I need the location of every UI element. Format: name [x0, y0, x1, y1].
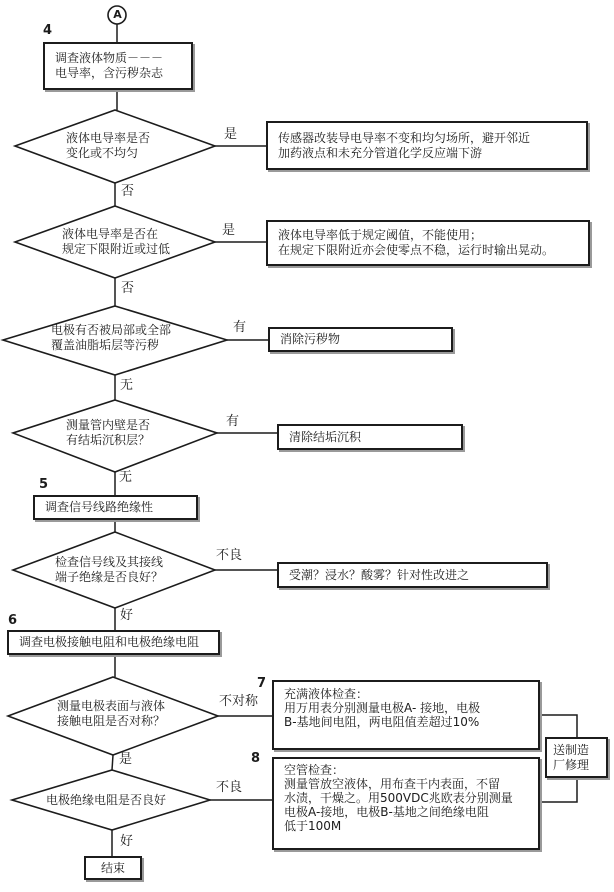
- decision2-text: 液体电导率是否在 规定下限附近或过低: [62, 227, 171, 256]
- end-box: 结束: [84, 856, 142, 880]
- decision7-bad-label: 不良: [216, 780, 243, 795]
- decision7-ok-label: 好: [120, 834, 134, 849]
- decision4-no-label: 无: [119, 470, 133, 485]
- action-box-full-liquid-check: 充满液体检查： 用万用表分别测量电极A- 接地，电极 B-基地间电阻，两电阻值差超过10%: [272, 680, 540, 750]
- decision6-ok-label: 是: [119, 752, 133, 767]
- decision1-no-label: 否: [121, 184, 135, 199]
- process-box-investigate-liquid: 调查液体物质－－－ 电导率，含污秽杂志: [43, 42, 193, 90]
- decision5-bad-label: 不良: [216, 548, 243, 563]
- connector-a-label: A: [113, 8, 122, 21]
- decision2-no-label: 否: [121, 281, 135, 296]
- action-box-remove-scale: 清除结垢沉积: [277, 424, 463, 450]
- decision5-ok-label: 好: [120, 608, 134, 623]
- step6-number: 6: [8, 613, 18, 628]
- action-box-remove-dirt: 消除污秽物: [268, 327, 453, 352]
- decision7-text: 电极绝缘电阻是否良好: [46, 793, 167, 807]
- action7-number: 7: [257, 676, 267, 691]
- action-box-send-to-factory: 送制造 厂修理: [545, 737, 608, 778]
- process-box-check-electrode-resistance: 调查电极接触电阻和电极绝缘电阻: [7, 630, 220, 655]
- action8-number: 8: [251, 751, 261, 766]
- action-box-empty-pipe-check: 空管检查： 测量管放空液体，用布查干内表面，不留 水渍，干燥之。用500VDC兆欧表分别测量 电极A-接地，电极B-基地之间绝缘电阻 低于100M: [272, 757, 540, 850]
- decision2-yes-label: 是: [222, 223, 236, 238]
- decision5-text: 检查信号线及其接线 端子绝缘是否良好？: [55, 555, 164, 584]
- decision3-yes-label: 有: [233, 320, 247, 335]
- step4-number: 4: [43, 23, 53, 38]
- decision4-text: 测量管内壁是否 有结垢沉积层？: [66, 418, 151, 447]
- action-box-conductivity-low: 液体电导率低于规定阈值，不能使用； 在规定下限附近亦会使零点不稳，运行时输出晃动。: [266, 220, 590, 266]
- action-box-sensor-relocate: 传感器改装导电导率不变和均匀场所，避开邻近 加药液点和未充分管道化学反应端下游: [266, 121, 588, 170]
- decision6-bad-label: 不对称: [219, 694, 259, 709]
- decision6-text: 测量电极表面与液体 接触电阻是否对称？: [57, 699, 166, 728]
- decision4-yes-label: 有: [226, 414, 240, 429]
- process-box-check-signal-wiring: 调查信号线路绝缘性: [33, 495, 198, 520]
- decision1-yes-label: 是: [224, 127, 238, 142]
- decision1-text: 液体电导率是否 变化或不均匀: [66, 131, 151, 160]
- decision3-text: 电极有否被局部或全部 覆盖油脂垢层等污秽: [51, 323, 172, 352]
- action-box-moisture-improve: 受潮？浸水？酸雾？针对性改进之: [277, 562, 548, 588]
- step5-number: 5: [39, 477, 49, 492]
- decision3-no-label: 无: [120, 378, 134, 393]
